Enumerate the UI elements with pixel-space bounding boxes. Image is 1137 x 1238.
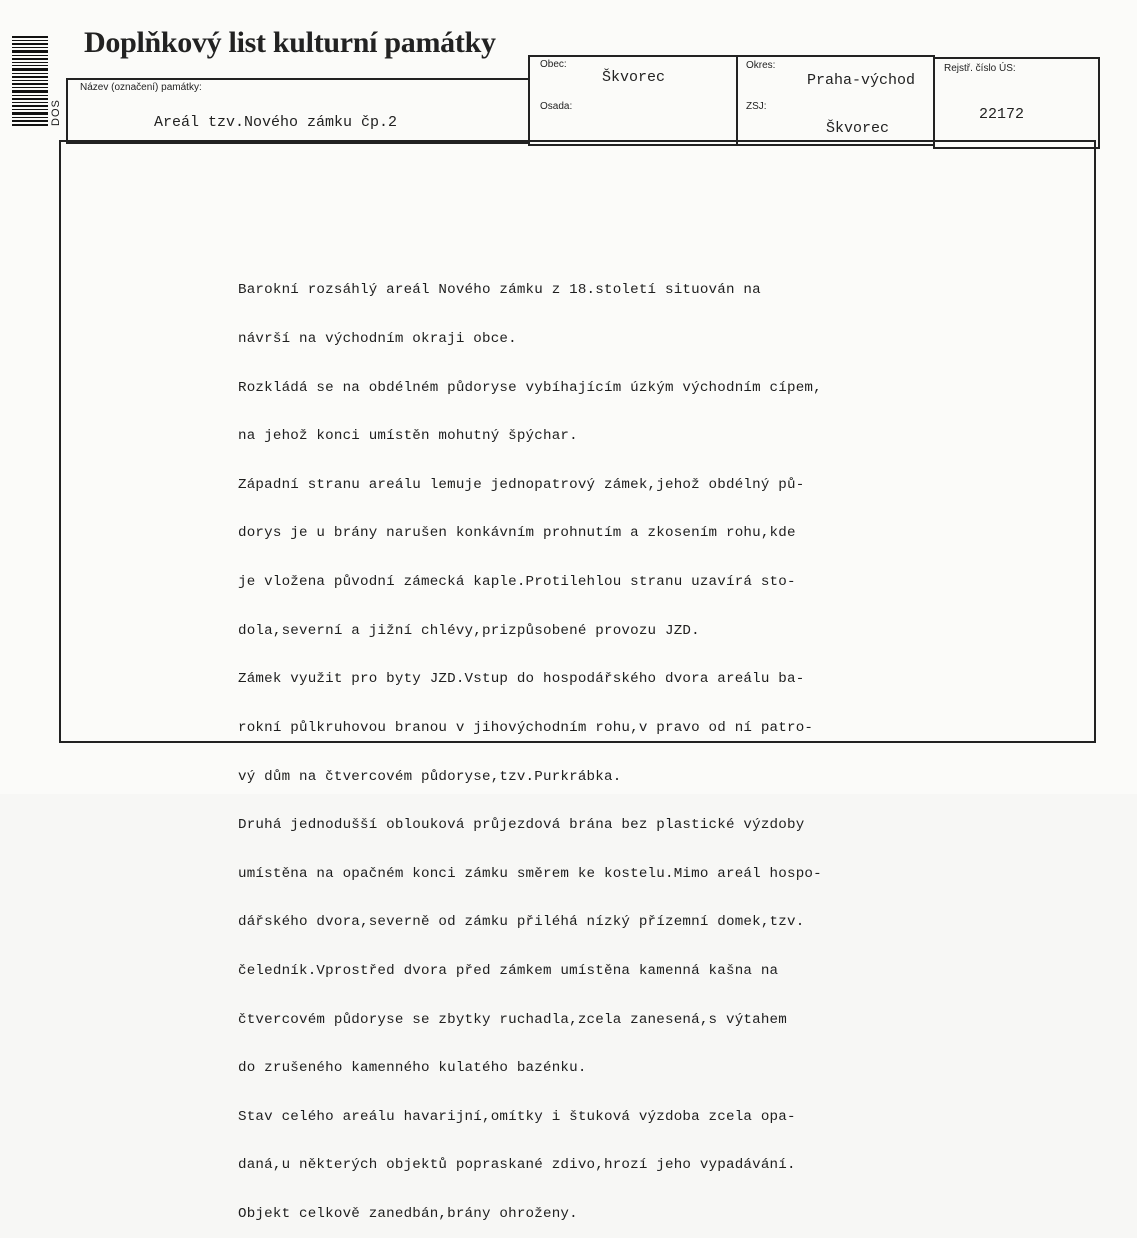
zsj-label: ZSJ: (746, 101, 767, 112)
zsj-value: Škvorec (826, 120, 890, 137)
rejstr-value: 22172 (979, 106, 1025, 123)
description-line: Stav celého areálu havarijní,omítky i štuková výzdoba zcela opa- (238, 1108, 796, 1125)
description-line: do zrušeného kamenného kulatého bazénku. (238, 1060, 587, 1077)
description-line: Objekt celkově zanedbán,brány ohroženy. (238, 1205, 578, 1222)
description-line: Druhá jednodušší oblouková průjezdová brána bez plastické výzdoby (238, 817, 805, 834)
description-line: rokní půlkruhovou branou v jihovýchodním rohu,v pravo od ní patro- (238, 719, 814, 736)
description-line: na jehož konci umístěn mohutný špýchar. (238, 428, 578, 445)
osada-label: Osada: (540, 101, 573, 112)
name-label: Název (označení) památky: (80, 82, 202, 93)
obec-value: Škvorec (602, 69, 666, 86)
description-line: návrší na východním okraji obce. (238, 331, 517, 348)
description-line: čeledník.Vprostřed dvora před zámkem umístěna kamenná kašna na (238, 962, 779, 979)
barcode-icon (12, 36, 48, 126)
description-line: Rozkládá se na obdélném půdoryse vybíhajícím úzkým východním cípem, (238, 379, 822, 396)
description-text (238, 250, 938, 1238)
description-line: je vložena původní zámecká kaple.Protilehlou stranu uzavírá sto- (238, 574, 796, 591)
description-line: čtvercovém půdoryse se zbytky ruchadla,zcela zanesená,s výtahem (238, 1011, 787, 1028)
description-line: dorys je u brány narušen konkávním prohnutím a zkosením rohu,kde (238, 525, 796, 542)
page-title: Doplňkový list kulturní památky (84, 26, 496, 59)
description-line: Západní stranu areálu lemuje jednopatrový zámek,jehož obdélný pů- (238, 476, 805, 493)
description-line: Zámek využit pro byty JZD.Vstup do hospodářského dvora areálu ba- (238, 671, 805, 688)
name-value: Areál tzv.Nového zámku čp.2 (154, 114, 398, 131)
description-line: vý dům na čtvercovém půdoryse,tzv.Purkrábka. (238, 768, 622, 785)
barcode-label: DOS (50, 99, 62, 126)
rejstr-label: Rejstř. číslo ÚS: (944, 63, 1016, 74)
okres-value: Praha-východ (807, 72, 916, 89)
description-line: umístěna na opačném konci zámku směrem ke kostelu.Mimo areál hospo- (238, 865, 822, 882)
description-line: dola,severní a jižní chlévy,prizpůsobené provozu JZD. (238, 622, 700, 639)
obec-label: Obec: (540, 59, 567, 70)
description-line: Barokní rozsáhlý areál Nového zámku z 18.století situován na (238, 282, 761, 299)
okres-label: Okres: (746, 60, 776, 71)
description-line: daná,u některých objektů popraskané zdivo,hrozí jeho vypadávání. (238, 1157, 796, 1174)
description-line: dářského dvora,severně od zámku přiléhá nízký přízemní domek,tzv. (238, 914, 805, 931)
